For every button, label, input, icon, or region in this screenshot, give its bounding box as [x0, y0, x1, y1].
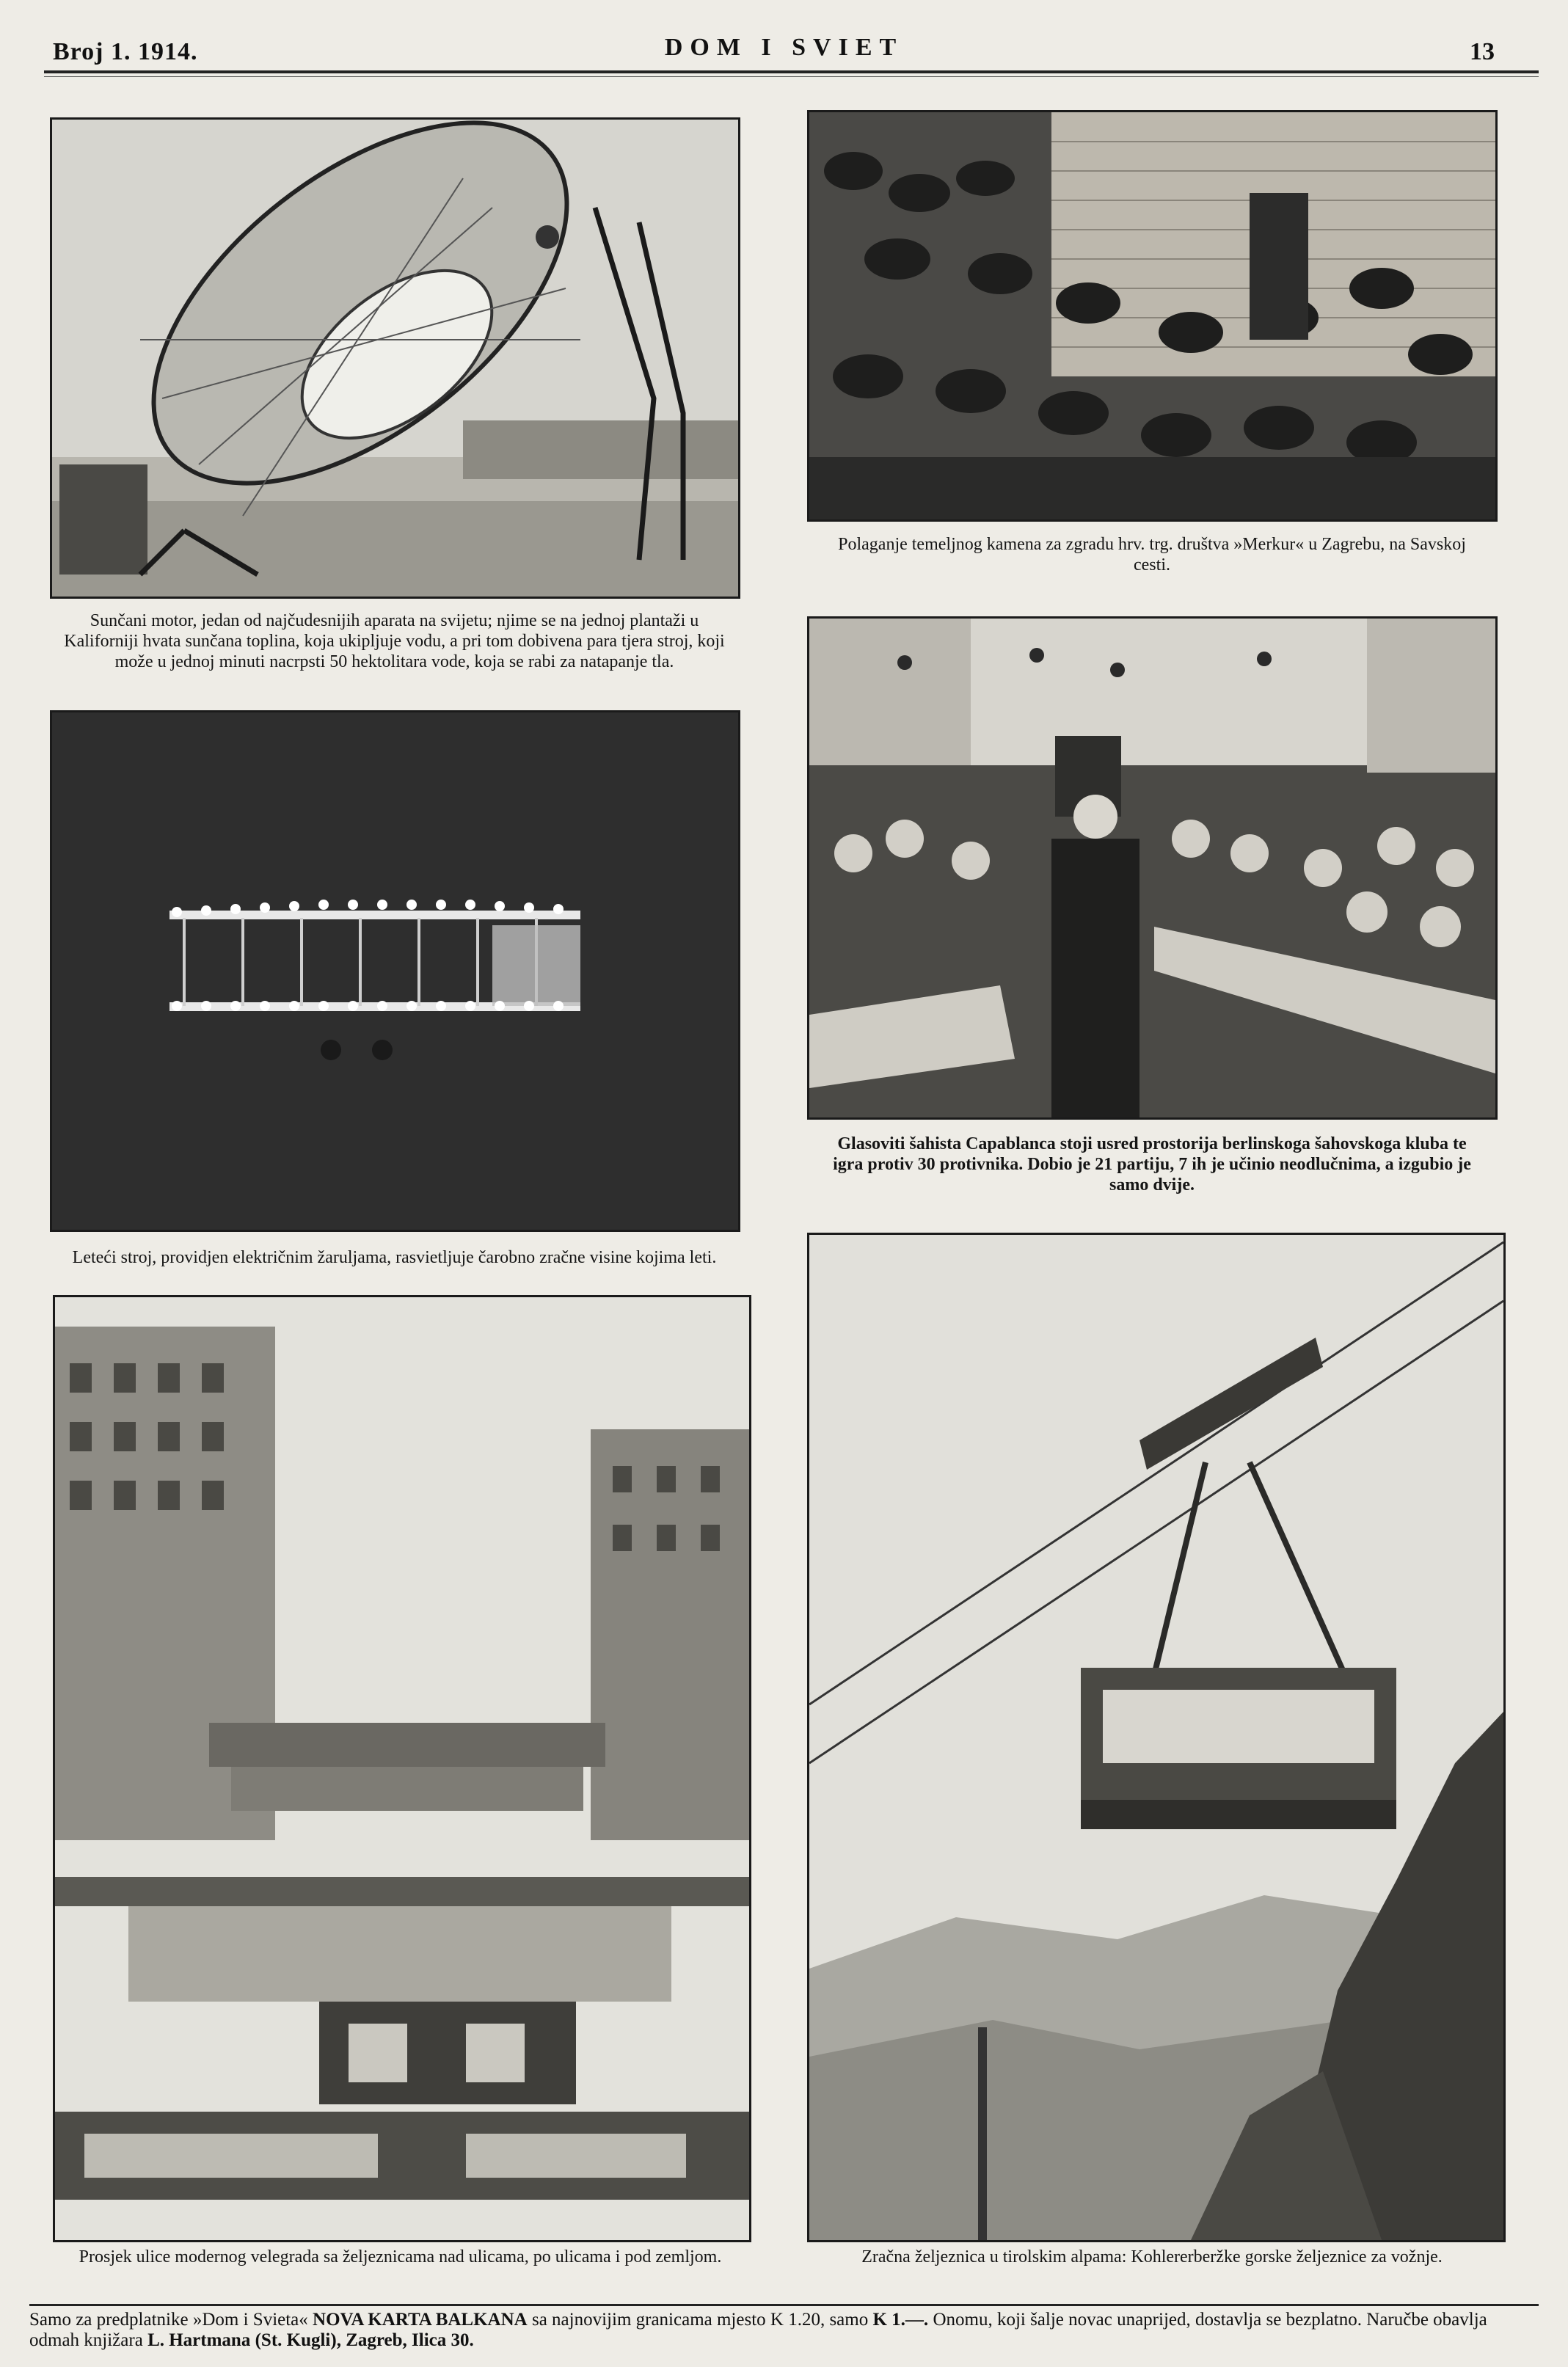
footer-advertisement [29, 2310, 1539, 2351]
airplane-photo [50, 710, 740, 1232]
airplane-caption: Leteći stroj, providjen električnim žaruljama, rasvietljuje čarobno zračne visine kojima leti. [72, 1248, 717, 1267]
footer-text1: sa najnovijim granicama mjesto K 1.20, samo [531, 2310, 869, 2330]
page-number: 13 [1470, 38, 1495, 65]
header-rule-thin [44, 76, 1539, 77]
cornerstone-photo [807, 110, 1498, 522]
chess-caption: Glasoviti šahista Capablanca stoji usred prostorija berlinskoga šahovskoga kluba te igra protiv 30 protivnika. Dobio je 21 partiju, 7 ih je učinio neodlučnima, a izgubio je samo dvije. [833, 1134, 1471, 1195]
chess-photo [807, 616, 1498, 1120]
solar-motor-caption: Sunčani motor, jedan od najčudesnijih aparata na svijetu; njime se na jednoj plantaži u Kaliforniji hvata sunčana toplina, koja ukipljuje vodu, a pri tom dobivena para tjera stroj, koji može u jednoj minuti nacrpsti 50 hektolitara vode, koja se rabi za natapanje tla. [64, 611, 725, 671]
footer-text2: Onomu, koji šalje novac unaprijed, dostavlja se bezplatno. Naručbe obavlja odmah knjižara [29, 2310, 1487, 2350]
footer-rule [29, 2304, 1539, 2306]
cornerstone-caption: Polaganje temeljnog kamena za zgradu hrv. trg. društva »Merkur« u Zagrebu, na Savskoj cesti. [838, 535, 1466, 575]
footer-price: K 1.—. [872, 2310, 929, 2330]
footer-bookstore: L. Hartmana (St. Kugli), Zagreb, Ilica 30. [147, 2330, 474, 2350]
header-rule [44, 70, 1539, 73]
footer-prefix: Samo za predplatnike »Dom i Svieta« [29, 2310, 308, 2330]
newspaper-title: DOM I SVIET [664, 34, 904, 61]
issue-number: Broj 1. 1914. [53, 38, 198, 65]
street-cross-section-photo [53, 1295, 751, 2242]
street-caption: Prosjek ulice modernog velegrada sa željeznicama nad ulicama, po ulicama i pod zemljom. [79, 2247, 722, 2266]
cable-car-photo [807, 1233, 1506, 2242]
cable-car-caption: Zračna željeznica u tirolskim alpama: Kohlererberžke gorske željeznice za vožnje. [861, 2247, 1443, 2266]
footer-highlight: NOVA KARTA BALKANA [313, 2310, 528, 2330]
solar-motor-photo [50, 117, 740, 599]
